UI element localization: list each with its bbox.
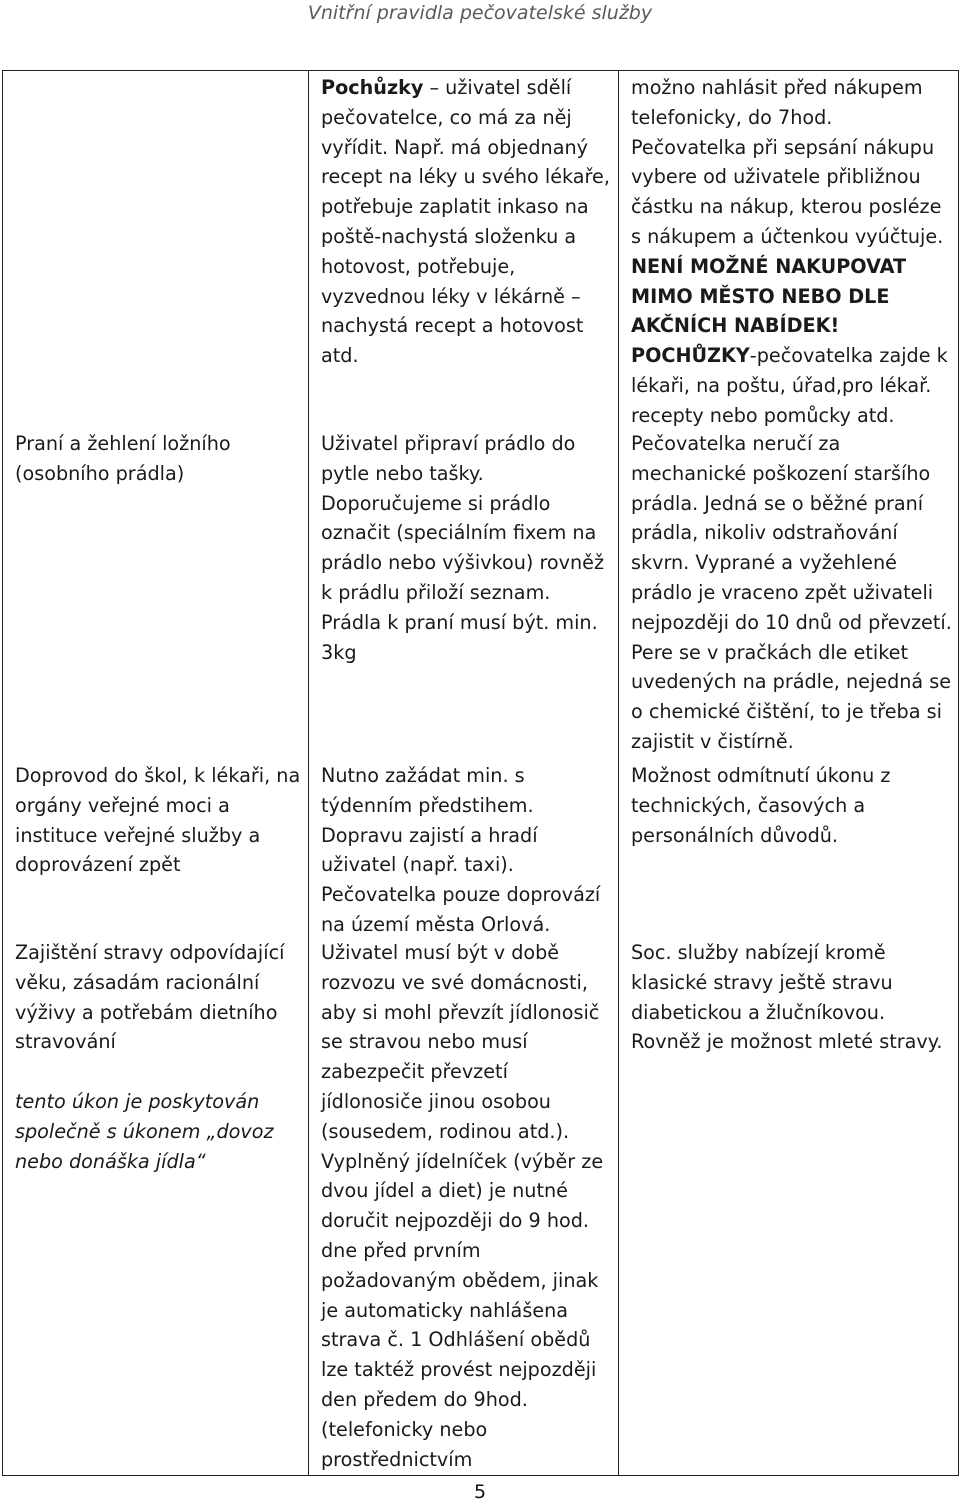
nakup-warning: NENÍ MOŽNÉ NAKUPOVAT MIMO MĚSTO NEBO DLE AKČNÍCH NABÍDEK! <box>631 254 907 338</box>
service-doprovod: Doprovod do škol, k lékaři, na orgány veřejné moci a instituce veřejné služby a doprovázení zpět <box>15 764 301 877</box>
pochuzky-heading: Pochůzky <box>321 76 424 99</box>
obligation-prani: Uživatel připraví prádlo do pytle nebo tašky. Doporučujeme si prádlo označit (speciálním fixem na prádlo nebo výšivkou) rovněž k prádlu přiloží seznam. Prádla k praní musí být. min. 3kg <box>321 432 605 664</box>
notes-column <box>619 71 959 1476</box>
rules-table <box>2 70 959 1476</box>
note-doprovod: Možnost odmítnutí úkonu z technických, časových a personálních důvodů. <box>631 764 891 847</box>
nakup-text: možno nahlásit před nákupem telefonicky, do 7hod. Pečovatelka při sepsání nákupu vybere od uživatele přibližnou částku na nákup, kterou posléze s nákupem a účtenkou vyúčtuje. <box>631 76 944 248</box>
obligation-pochuzky <box>321 73 612 371</box>
service-name-column <box>3 71 309 1476</box>
note-prani: Pečovatelka neručí za mechanické poškození staršího prádla. Jedná se o běžné praní prádla, nikoliv odstraňování skvrn. Vyprané a vyžehlené prádlo je vraceno zpět uživateli nejpozději do 10 dnů od převzetí. Pere se v pračkách dle etiket uvedených na prádle, nejedná se o chemické čištění, to je třeba si zajistit v čistírně. <box>631 432 952 753</box>
service-strava: Zajištění stravy odpovídající věku, zásadám racionální výživy a potřebám dietního stravování <box>15 941 285 1054</box>
page-number: 5 <box>473 1481 487 1503</box>
table-row <box>3 71 959 1476</box>
pochuzky-note: -pečovatelka zajde k lékaři, na poštu, úřad,pro lékař. recepty nebo pomůcky atd. <box>631 344 948 427</box>
note-strava: Soc. služby nabízejí kromě klasické stravy ještě stravu diabetickou a žlučníkovou. Rovněž je možnost mleté stravy. <box>631 941 943 1054</box>
pochuzky-text: – uživatel sdělí pečovatelce, co má za něj vyřídit. Např. má objednaný recept na léky u svého lékaře, potřebuje zaplatit inkaso na poště-nachystá složenku a hotovost, potřebuje, vyzvednou léky v lékárně – nachystá recept a hotovost atd. <box>321 76 610 368</box>
service-strava-note: tento úkon je poskytován společně s úkonem „dovoz nebo donáška jídla“ <box>15 1090 274 1173</box>
service-praní: Praní a žehlení ložního (osobního prádla) <box>15 432 231 485</box>
obligation-strava: Uživatel musí být v době rozvozu ve své domácnosti, aby si mohl převzít jídlonosič se stravou nebo musí zabezpečit převzetí jídlonosiče jinou osobou (sousedem, rodinou atd.). Vyplněný jídelníček (výběr ze dvou jídel a diet) je nutné doručit nejpozději do 9 hod. dne před prvním požadovaným obědem, jinak je automaticky nahlášena strava č. 1 Odhlášení obědů lze taktéž provést nejpozději den předem do 9hod. (telefonicky nebo prostřednictvím <box>321 941 604 1471</box>
obligation-doprovod: Nutno zažádat min. s týdenním předstihem. Dopravu zajistí a hradí uživatel (např. taxi). Pečovatelka pouze doprovází na území města Orlová. <box>321 764 601 936</box>
page-header-title: Vnitřní pravidla pečovatelské služby <box>307 2 653 24</box>
note-nakup <box>631 73 952 431</box>
pochuzky-label: POCHŮZKY <box>631 344 750 368</box>
user-obligations-column <box>309 71 619 1476</box>
